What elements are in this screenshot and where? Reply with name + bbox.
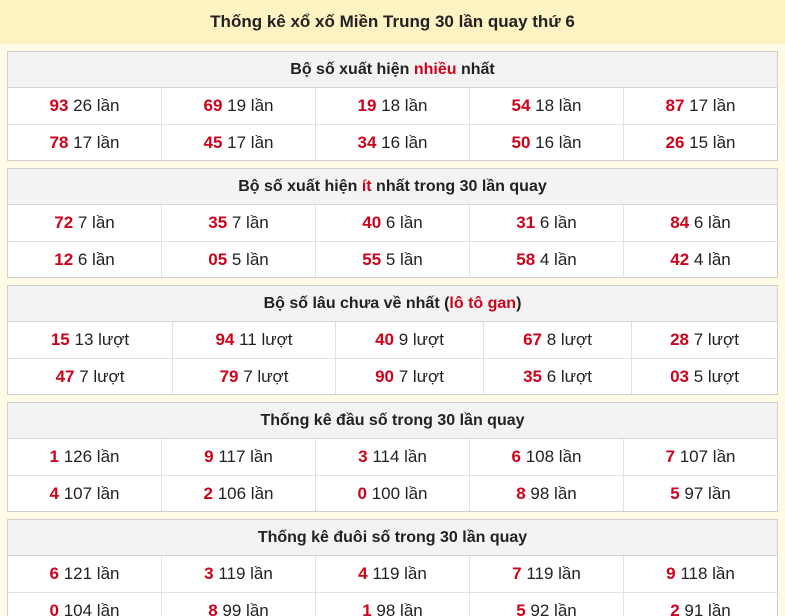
lottery-number: 4 [358, 564, 368, 583]
stat-cell [161, 593, 315, 616]
head-digit-section [7, 402, 778, 512]
count-text: 7 lượt [238, 367, 289, 386]
stat-cell [483, 322, 631, 358]
stat-cell [8, 556, 161, 592]
count-text: 16 lần [376, 133, 428, 152]
count-text: 5 lần [227, 250, 269, 269]
stat-cell [161, 88, 315, 124]
count-text: 100 lần [366, 484, 428, 503]
page-title: Thống kê xổ xố Miền Trung 30 lần quay thứ 6 [0, 0, 785, 44]
section-title [8, 52, 777, 88]
count-text: 7 lượt [688, 330, 739, 349]
lottery-number: 42 [670, 250, 690, 269]
stat-cell [469, 205, 623, 241]
count-text: 91 lần [679, 601, 731, 616]
lottery-number: 35 [208, 213, 228, 232]
lottery-number: 26 [665, 133, 685, 152]
section-title-suffix: nhất trong 30 lần quay [371, 178, 547, 195]
lottery-number: 47 [55, 367, 75, 386]
table-row [8, 241, 777, 277]
count-text: 7 lần [73, 213, 115, 232]
stat-cell [315, 593, 469, 616]
count-text: 98 lần [525, 484, 577, 503]
lottery-number: 7 [512, 564, 522, 583]
stat-cell [623, 556, 777, 592]
section-title-text: Thống kê đầu số trong 30 lần quay [260, 412, 525, 429]
count-text: 7 lượt [74, 367, 125, 386]
lottery-number: 4 [49, 484, 59, 503]
lottery-number: 40 [362, 213, 382, 232]
stat-cell [161, 439, 315, 475]
stat-cell [623, 593, 777, 616]
count-text: 4 lần [535, 250, 577, 269]
stat-cell [8, 593, 161, 616]
stat-cell [335, 322, 483, 358]
table-row [8, 556, 777, 592]
section-title-text: Bộ số lâu chưa về nhất ( [263, 295, 450, 312]
lottery-number: 03 [670, 367, 689, 386]
section-title-highlight: nhiều [413, 61, 457, 78]
section-title [8, 286, 777, 322]
lottery-number: 35 [523, 367, 542, 386]
lottery-number: 94 [215, 330, 235, 349]
stat-cell [623, 88, 777, 124]
count-text: 5 lượt [688, 367, 739, 386]
count-text: 18 lần [530, 96, 582, 115]
count-text: 6 lượt [541, 367, 592, 386]
count-text: 98 lần [371, 601, 423, 616]
lottery-number: 67 [523, 330, 542, 349]
stat-cell [172, 359, 335, 394]
count-text: 121 lần [58, 564, 120, 583]
section-title-text: Bộ số xuất hiện [238, 178, 362, 195]
stat-cell [469, 593, 623, 616]
table-row [8, 322, 777, 358]
count-text: 5 lần [381, 250, 423, 269]
stat-cell [315, 476, 469, 511]
stat-cell [315, 439, 469, 475]
lottery-number: 72 [54, 213, 74, 232]
table-row [8, 358, 777, 394]
count-text: 114 lần [367, 447, 427, 466]
count-text: 119 lần [521, 564, 581, 583]
stat-cell [623, 439, 777, 475]
stat-cell [8, 322, 172, 358]
count-text: 118 lần [675, 564, 735, 583]
section-title-suffix: nhất [456, 61, 495, 78]
lottery-number: 5 [670, 484, 680, 503]
count-text: 4 lần [689, 250, 731, 269]
stat-cell [315, 88, 469, 124]
lottery-number: 05 [208, 250, 228, 269]
gan-section [7, 285, 778, 395]
stat-cell [315, 125, 469, 160]
count-text: 6 lần [381, 213, 423, 232]
count-text: 16 lần [530, 133, 582, 152]
stat-cell [161, 476, 315, 511]
stats-sections [0, 51, 785, 616]
section-title-highlight: ít [361, 178, 372, 195]
count-text: 97 lần [679, 484, 731, 503]
section-title-highlight: lô tô gan [449, 295, 517, 312]
count-text: 126 lần [58, 447, 120, 466]
lottery-number: 58 [516, 250, 536, 269]
stat-cell [469, 476, 623, 511]
count-text: 7 lượt [393, 367, 444, 386]
count-text: 8 lượt [541, 330, 592, 349]
lottery-number: 79 [219, 367, 239, 386]
most-frequent-section [7, 51, 778, 161]
stat-cell [161, 205, 315, 241]
stat-cell [8, 476, 161, 511]
count-text: 7 lần [227, 213, 269, 232]
lottery-number: 45 [203, 133, 223, 152]
count-text: 117 lần [213, 447, 273, 466]
least-frequent-section [7, 168, 778, 278]
section-title [8, 403, 777, 439]
count-text: 108 lần [520, 447, 582, 466]
lottery-number: 55 [362, 250, 382, 269]
stat-cell [469, 439, 623, 475]
lottery-number: 1 [49, 447, 59, 466]
lottery-number: 9 [204, 447, 214, 466]
section-title-text: Thống kê đuôi số trong 30 lần quay [257, 529, 528, 546]
stat-cell [623, 242, 777, 277]
stat-cell [161, 125, 315, 160]
stat-cell [315, 556, 469, 592]
count-text: 18 lần [376, 96, 428, 115]
lottery-number: 93 [49, 96, 69, 115]
table-row [8, 124, 777, 160]
stat-cell [469, 88, 623, 124]
section-title [8, 169, 777, 205]
count-text: 17 lần [68, 133, 120, 152]
section-title [8, 520, 777, 556]
stat-cell [8, 205, 161, 241]
count-text: 104 lần [58, 601, 120, 616]
lottery-number: 1 [362, 601, 372, 616]
lottery-number: 6 [511, 447, 521, 466]
lottery-number: 12 [54, 250, 74, 269]
table-row [8, 475, 777, 511]
table-row [8, 592, 777, 616]
lottery-number: 84 [670, 213, 690, 232]
stat-cell [631, 359, 777, 394]
count-text: 13 lượt [69, 330, 130, 349]
tail-digit-section [7, 519, 778, 616]
stat-cell [172, 322, 335, 358]
count-text: 107 lần [58, 484, 120, 503]
stat-cell [623, 125, 777, 160]
stat-cell [161, 556, 315, 592]
lottery-number: 3 [358, 447, 368, 466]
count-text: 17 lần [222, 133, 274, 152]
lottery-number: 90 [375, 367, 394, 386]
stat-cell [483, 359, 631, 394]
lottery-number: 7 [665, 447, 675, 466]
count-text: 17 lần [684, 96, 736, 115]
stat-cell [623, 476, 777, 511]
count-text: 99 lần [217, 601, 269, 616]
count-text: 19 lần [222, 96, 274, 115]
count-text: 6 lần [535, 213, 577, 232]
table-row [8, 88, 777, 124]
stat-cell [8, 359, 172, 394]
lottery-number: 78 [49, 133, 69, 152]
lottery-number: 31 [516, 213, 536, 232]
lottery-number: 15 [50, 330, 70, 349]
lottery-number: 0 [49, 601, 59, 616]
stat-cell [8, 88, 161, 124]
count-text: 9 lượt [393, 330, 444, 349]
lottery-number: 50 [511, 133, 531, 152]
count-text: 6 lần [689, 213, 731, 232]
stat-cell [315, 242, 469, 277]
lottery-number: 0 [357, 484, 367, 503]
lottery-number: 9 [666, 564, 676, 583]
stat-cell [631, 322, 777, 358]
count-text: 11 lượt [234, 330, 293, 349]
table-row [8, 439, 777, 475]
lottery-number: 19 [357, 96, 377, 115]
count-text: 119 lần [213, 564, 273, 583]
lottery-number: 6 [49, 564, 59, 583]
lottery-number: 40 [375, 330, 394, 349]
lottery-number: 54 [511, 96, 531, 115]
stat-cell [469, 242, 623, 277]
lottery-number: 8 [208, 601, 218, 616]
count-text: 119 lần [367, 564, 427, 583]
lottery-number: 8 [516, 484, 526, 503]
lottery-number: 2 [203, 484, 213, 503]
stat-cell [623, 205, 777, 241]
table-row [8, 205, 777, 241]
lottery-number: 5 [516, 601, 526, 616]
count-text: 106 lần [212, 484, 274, 503]
count-text: 26 lần [68, 96, 120, 115]
lottery-number: 87 [665, 96, 685, 115]
lottery-number: 3 [204, 564, 214, 583]
lottery-number: 28 [670, 330, 689, 349]
section-title-text: Bộ số xuất hiện [290, 61, 414, 78]
stat-cell [8, 125, 161, 160]
count-text: 92 lần [525, 601, 577, 616]
stat-cell [469, 125, 623, 160]
lottery-number: 2 [670, 601, 680, 616]
stat-cell [8, 439, 161, 475]
lottery-number: 69 [203, 96, 223, 115]
count-text: 6 lần [73, 250, 115, 269]
stat-cell [161, 242, 315, 277]
lottery-number: 34 [357, 133, 377, 152]
stat-cell [335, 359, 483, 394]
count-text: 107 lần [674, 447, 736, 466]
section-title-suffix: ) [516, 295, 522, 312]
stat-cell [315, 205, 469, 241]
stat-cell [8, 242, 161, 277]
stat-cell [469, 556, 623, 592]
count-text: 15 lần [684, 133, 736, 152]
